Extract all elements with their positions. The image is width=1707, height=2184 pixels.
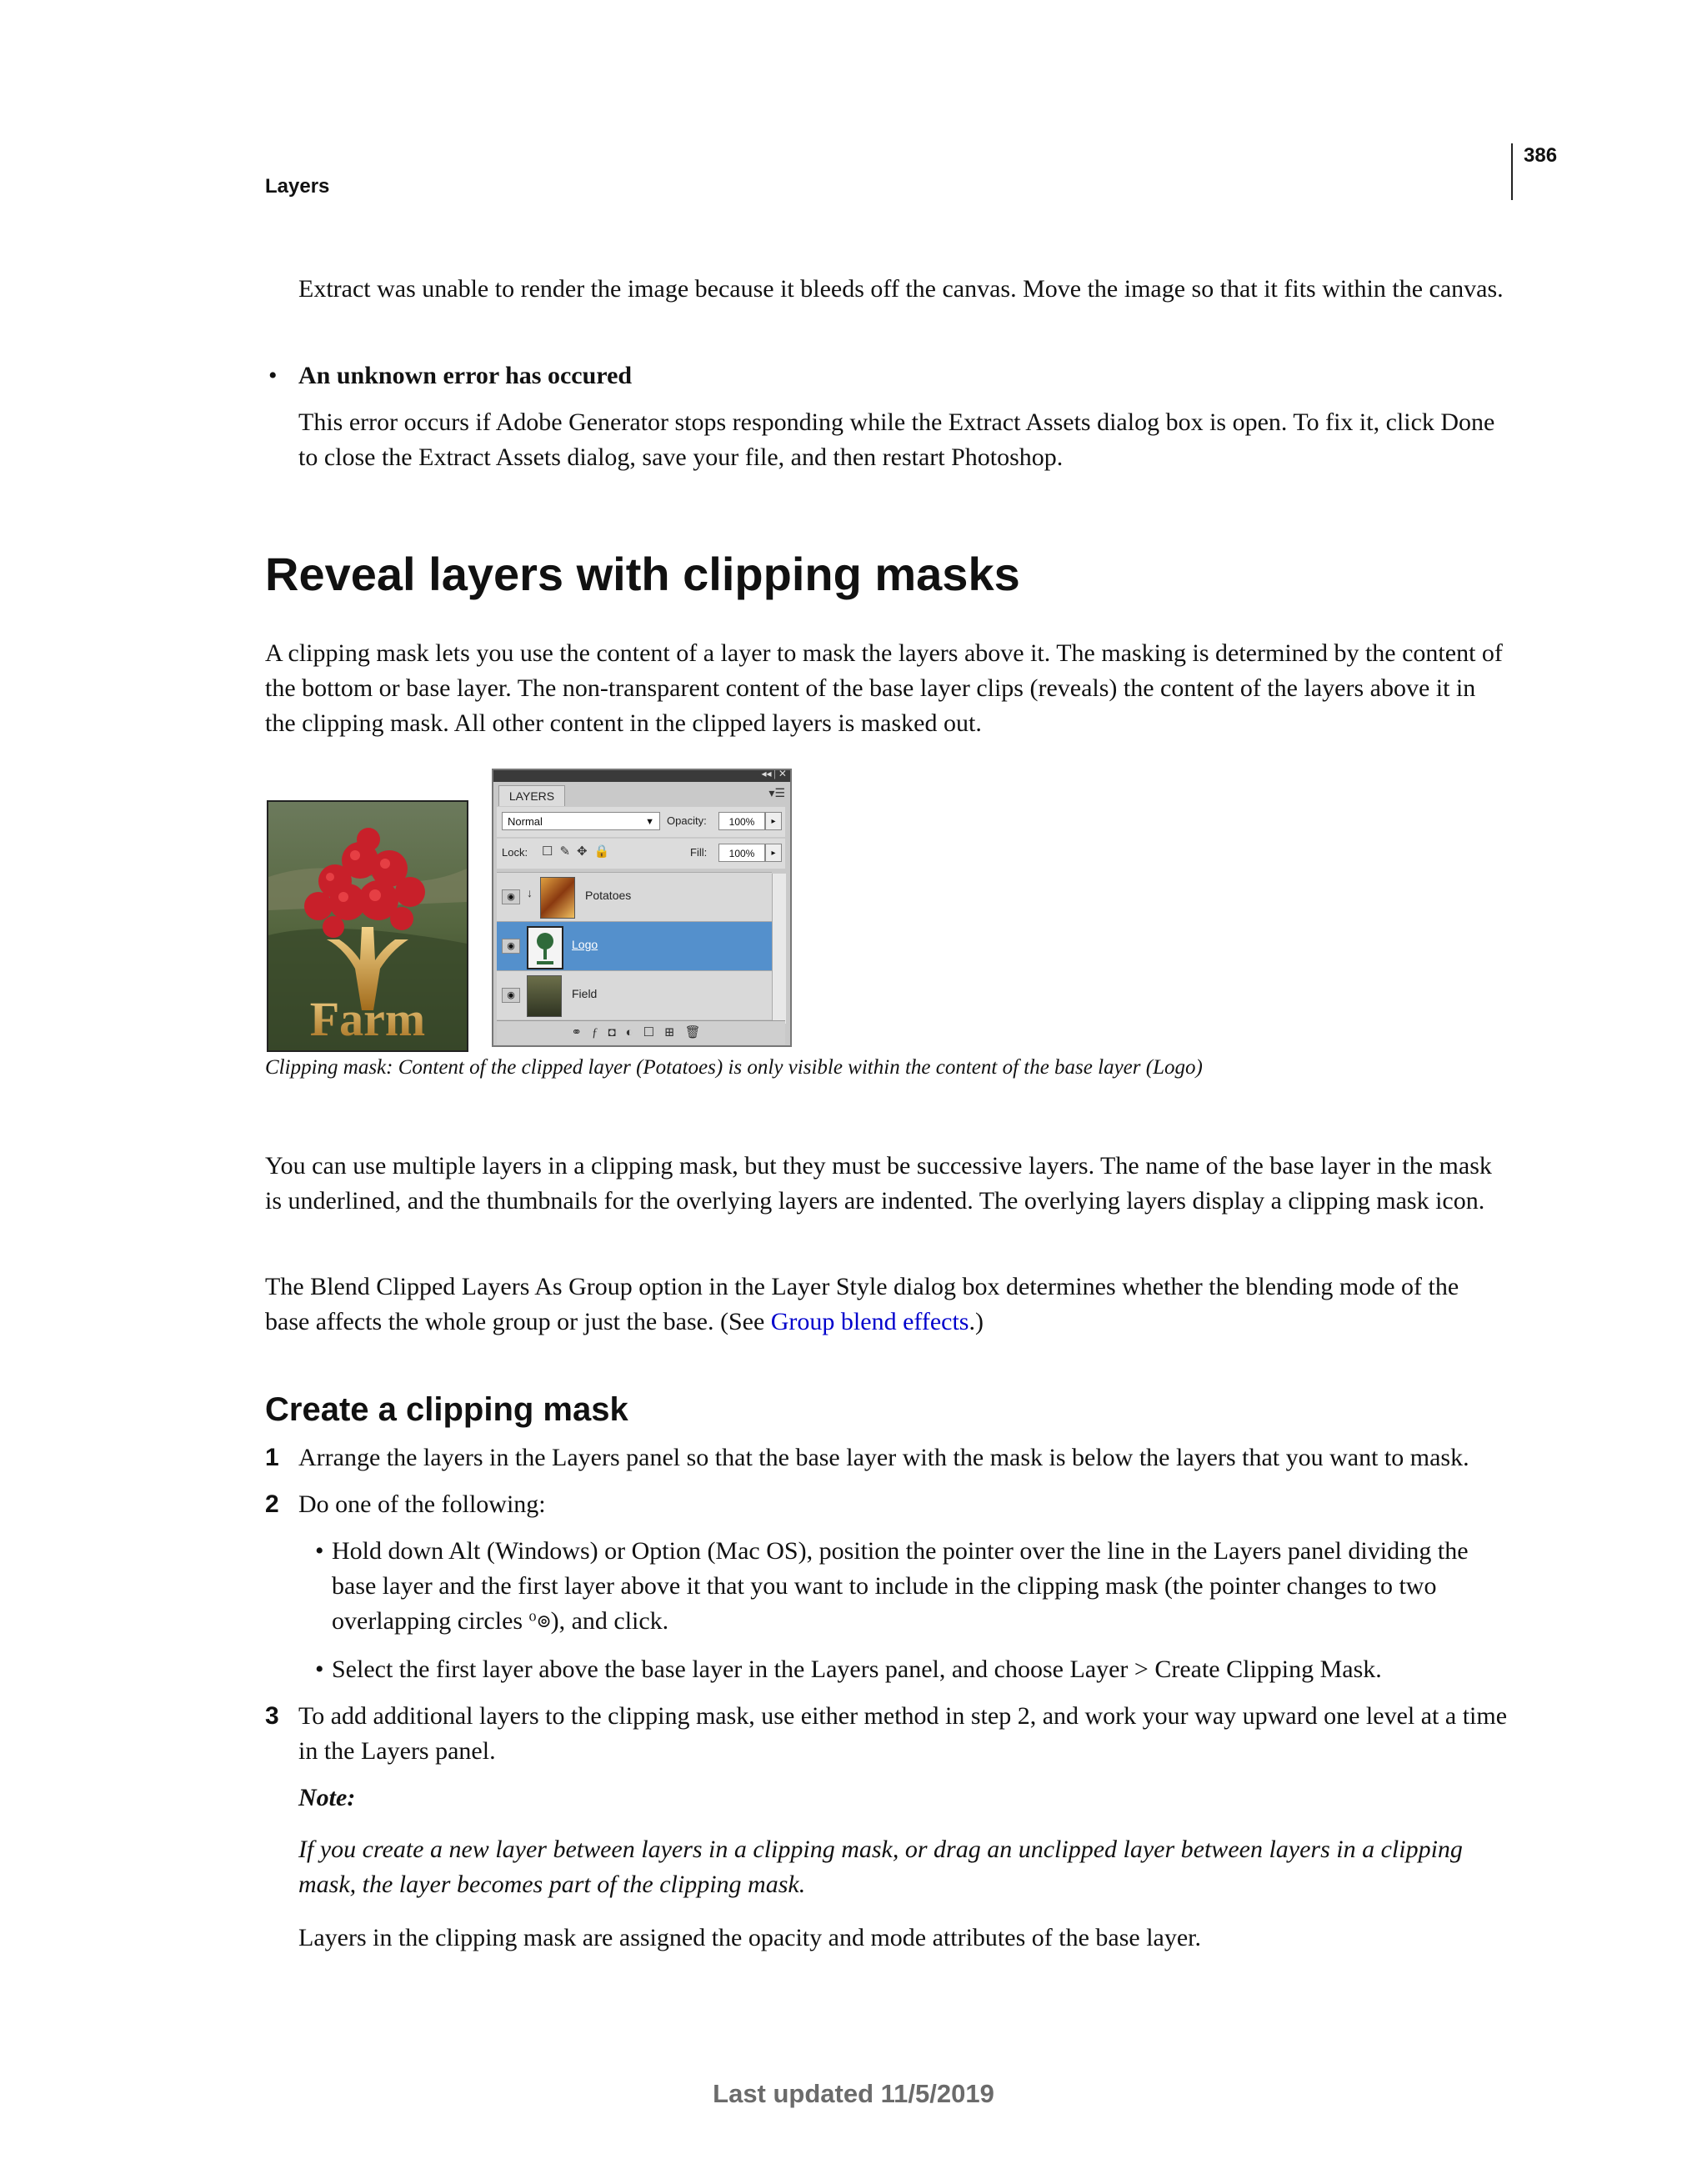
header-divider [1511, 143, 1513, 200]
layer-row-potatoes[interactable] [497, 872, 772, 921]
eye-icon[interactable]: ◉ [502, 939, 520, 954]
poster-farm-text: Farm [309, 992, 426, 1046]
layer-thumbnail [540, 877, 575, 919]
lock-label: Lock: [502, 846, 528, 859]
step-2-text: Do one of the following: [298, 1490, 546, 1518]
eye-icon[interactable]: ◉ [502, 988, 520, 1003]
sub-bullet-text: ), and click. [550, 1607, 669, 1635]
chevron-down-icon: ▼ [645, 817, 654, 827]
step-number: 1 [265, 1444, 279, 1471]
footer-last-updated: Last updated 11/5/2019 [713, 2079, 994, 2108]
running-header: Layers [265, 175, 330, 198]
blend-clipped-paragraph [265, 1270, 1507, 1340]
fill-field[interactable]: 100% [718, 844, 765, 862]
panel-menu-icon[interactable]: ▾☰ [768, 788, 785, 800]
tab-layers[interactable]: LAYERS [498, 785, 565, 806]
layer-name: Potatoes [585, 889, 632, 902]
bullet-dot: • [268, 362, 278, 389]
layer-thumbnail [527, 926, 563, 969]
group-blend-effects-link[interactable]: Group blend effects [770, 1308, 969, 1335]
step-number: 3 [265, 1702, 279, 1730]
sub-bullet-2: Select the first layer above the base layer in the Layers panel, and choose Layer > Create Clipping Mask. [332, 1656, 1382, 1683]
layers-panel [492, 769, 792, 1047]
panel-titlebar [493, 770, 790, 782]
fill-arrow-icon[interactable]: ▸ [765, 844, 782, 862]
step-3-text: To add additional layers to the clipping mask, use either method in step 2, and work your way upward one level at a time in the Layers panel. [298, 1702, 1508, 1765]
overlapping-circles-icon: ⁰⊚ [528, 1610, 552, 1631]
blend-mode-value: Normal [508, 815, 543, 828]
multiple-layers-paragraph: You can use multiple layers in a clipping mask, but they must be successive layers. The name of the base layer in the mask is underlined, and the thumbnails for the overlying layers are indented. The overlying layers display a clipping mask icon. [265, 1152, 1492, 1215]
clipping-arrow-icon: ↓ [527, 888, 533, 900]
unknown-error-paragraph: This error occurs if Adobe Generator stops responding while the Extract Assets dialog box is open. To fix it, click Done to close the Extract Assets dialog, save your file, and then restart Photoshop. [298, 408, 1495, 471]
blend-mode-select[interactable] [502, 812, 660, 830]
subsection-title: Create a clipping mask [265, 1391, 628, 1428]
panel-bottom-toolbar-icons[interactable]: ⚭ƒ◘◐☐⊞🗑 [497, 1020, 785, 1044]
lock-row [497, 839, 785, 869]
step-number: 2 [265, 1490, 279, 1518]
para-text: .) [969, 1308, 984, 1335]
blend-row [497, 807, 785, 837]
layer-thumbnail [527, 975, 562, 1017]
closing-paragraph: Layers in the clipping mask are assigned the opacity and mode attributes of the base layer. [298, 1924, 1201, 1951]
eye-icon[interactable]: ◉ [502, 889, 520, 904]
step-1-text: Arrange the layers in the Layers panel so that the base layer with the mask is below the layers that you want to mask. [298, 1444, 1469, 1471]
sub-bullet-text: Hold down Alt (Windows) or Option (Mac OS), position the pointer over the line in the Layers panel dividing the base layer and the first layer above it that you want to include in the clipping mask (the pointer changes to two overlapping circles [332, 1537, 1469, 1635]
figure-caption: Clipping mask: Content of the clipped layer (Potatoes) is only visible within the content of the base layer (Logo) [265, 1056, 1203, 1079]
layer-row-logo[interactable] [497, 921, 772, 970]
panel-collapse-close-icon[interactable]: ◂◂ | ✕ [761, 768, 787, 779]
bullet-dot: • [315, 1656, 324, 1683]
note-text: If you create a new layer between layers in a clipping mask, or drag an unclipped layer between layers in a clipping mask, the layer becomes part of the clipping mask. [298, 1836, 1463, 1898]
opacity-label: Opacity: [667, 814, 707, 827]
opacity-field[interactable]: 100% [718, 812, 765, 830]
layer-name-base: Logo [572, 938, 598, 951]
note-label: Note: [298, 1784, 356, 1811]
layer-name: Field [572, 987, 598, 1000]
farm-poster-image [267, 800, 468, 1052]
scrollbar[interactable] [772, 874, 786, 1024]
sub-bullet-1 [332, 1534, 1507, 1639]
clipping-mask-intro-paragraph: A clipping mask lets you use the content of a layer to mask the layers above it. The masking is determined by the content of the bottom or base layer. The non-transparent content of the base layer clips (reveals) the content of the layers above it in the clipping mask. All other content in the clipped layers is masked out. [265, 639, 1503, 737]
bullet-heading: An unknown error has occured [298, 362, 633, 389]
opacity-arrow-icon[interactable]: ▸ [765, 812, 782, 830]
extract-error-paragraph: Extract was unable to render the image because it bleeds off the canvas. Move the image so that it fits within the canvas. [298, 275, 1504, 303]
layer-row-field[interactable] [497, 970, 772, 1019]
fill-label: Fill: [690, 846, 708, 859]
para-text: The Blend Clipped Layers As Group option in the Layer Style dialog box determines whether the blending mode of the base affects the whole group or just the base. (See [265, 1273, 1459, 1335]
page-number: 386 [1524, 144, 1558, 167]
lock-icons[interactable]: ☐✎✥🔒 [542, 845, 617, 859]
bullet-dot: • [315, 1537, 324, 1565]
section-title: Reveal layers with clipping masks [265, 548, 1020, 600]
